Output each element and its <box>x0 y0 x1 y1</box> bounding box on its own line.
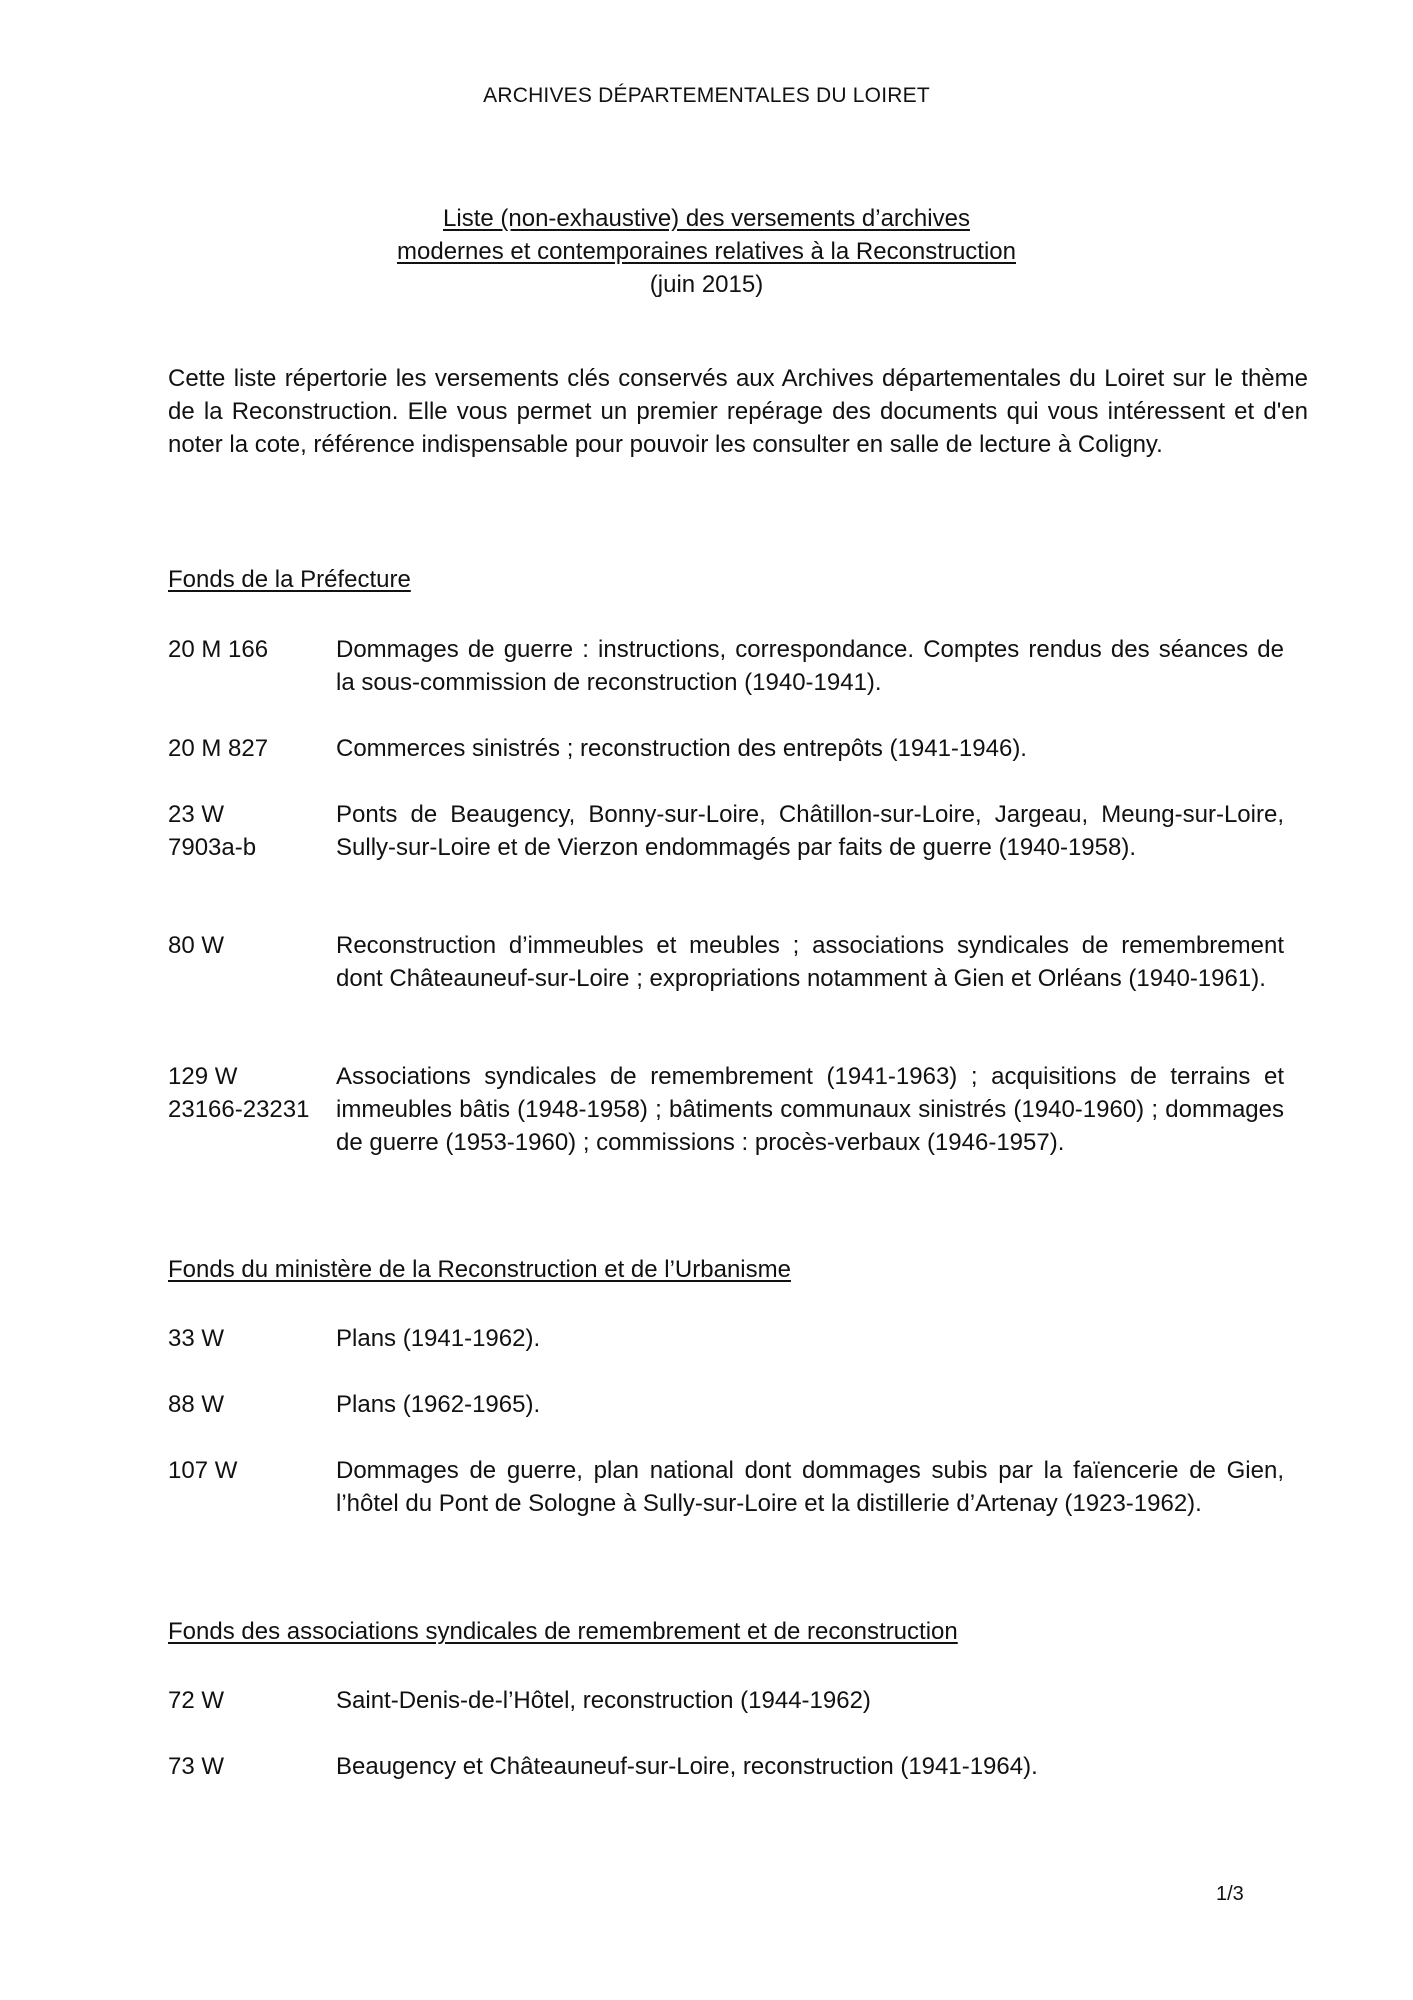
title-line-2: modernes et contemporaines relatives à la Reconstruction <box>397 238 1016 265</box>
entry-cote-line: 129 W <box>168 1063 238 1090</box>
entry-description: Plans (1962-1965). <box>336 1391 541 1418</box>
entry-cote: 20 M 827 <box>168 735 269 762</box>
entry-cote: 73 W <box>168 1753 225 1780</box>
entry-description: Beaugency et Châteauneuf-sur-Loire, reconstruction (1941-1964). <box>336 1753 1038 1780</box>
entry-cote: 107 W <box>168 1457 238 1484</box>
entry-cote <box>168 1060 336 1159</box>
entry-cote: 20 M 166 <box>168 636 269 663</box>
entry-description: Ponts de Beaugency, Bonny-sur-Loire, Châtillon-sur-Loire, Jargeau, Meung-sur-Loire, Sully-sur-Loire et de Vierzon endommagés par faits de guerre (1940-1958). <box>336 801 1284 861</box>
entry-cote: 33 W <box>168 1325 225 1352</box>
page-number: 1/3 <box>1216 1883 1244 1905</box>
entry-row <box>168 798 1308 864</box>
entry-row <box>168 1388 1308 1421</box>
title-line-1: Liste (non-exhaustive) des versements d’archives <box>443 205 970 232</box>
entry-cote: 72 W <box>168 1687 225 1714</box>
entry-row <box>168 633 1308 699</box>
entry-cote: 80 W <box>168 932 225 959</box>
entry-cote-line: 7903a-b <box>168 834 257 861</box>
entry-row <box>168 929 1308 995</box>
entry-description: Saint-Denis-de-l’Hôtel, reconstruction (1944-1962) <box>336 1687 871 1714</box>
section-title-associations: Fonds des associations syndicales de remembrement et de reconstruction <box>168 1618 958 1645</box>
entry-row <box>168 1060 1308 1159</box>
document-title <box>0 202 1413 301</box>
entry-description: Commerces sinistrés ; reconstruction des entrepôts (1941-1946). <box>336 735 1027 762</box>
entry-description: Plans (1941-1962). <box>336 1325 541 1352</box>
entry-row <box>168 1454 1308 1520</box>
title-date: (juin 2015) <box>649 271 764 298</box>
entry-cote: 88 W <box>168 1391 225 1418</box>
entry-row <box>168 1684 1308 1717</box>
entry-cote <box>168 798 336 864</box>
entry-cote-line: 23 W <box>168 801 225 828</box>
section-title-prefecture: Fonds de la Préfecture <box>168 566 411 593</box>
entry-description: Associations syndicales de remembrement (1941-1963) ; acquisitions de terrains et immeubles bâtis (1948-1958) ; bâtiments communaux sinistrés (1940-1960) ; dommages de guerre (1953-1960) ; commissions : procès-verbaux (1946-1957). <box>336 1063 1284 1156</box>
entry-description: Dommages de guerre, plan national dont dommages subis par la faïencerie de Gien, l’hôtel du Pont de Sologne à Sully-sur-Loire et la distillerie d’Artenay (1923-1962). <box>336 1457 1284 1517</box>
entry-row <box>168 732 1308 765</box>
entry-cote-line: 23166-23231 <box>168 1096 310 1123</box>
entry-row <box>168 1322 1308 1355</box>
entry-description: Dommages de guerre : instructions, correspondance. Comptes rendus des séances de la sous-commission de reconstruction (1940-1941). <box>336 636 1284 696</box>
entry-description: Reconstruction d’immeubles et meubles ; associations syndicales de remembrement dont Châteauneuf-sur-Loire ; expropriations notamment à Gien et Orléans (1940-1961). <box>336 932 1284 992</box>
section-title-ministere: Fonds du ministère de la Reconstruction et de l’Urbanisme <box>168 1256 791 1283</box>
entry-row <box>168 1750 1308 1783</box>
page-header: ARCHIVES DÉPARTEMENTALES DU LOIRET <box>483 84 930 107</box>
intro-paragraph: Cette liste répertorie les versements clés conservés aux Archives départementales du Loiret sur le thème de la Reconstruction. Elle vous permet un premier repérage des documents qui vous intéressent et d'en noter la cote, référence indispensable pour pouvoir les consulter en salle de lecture à Coligny. <box>168 365 1308 458</box>
